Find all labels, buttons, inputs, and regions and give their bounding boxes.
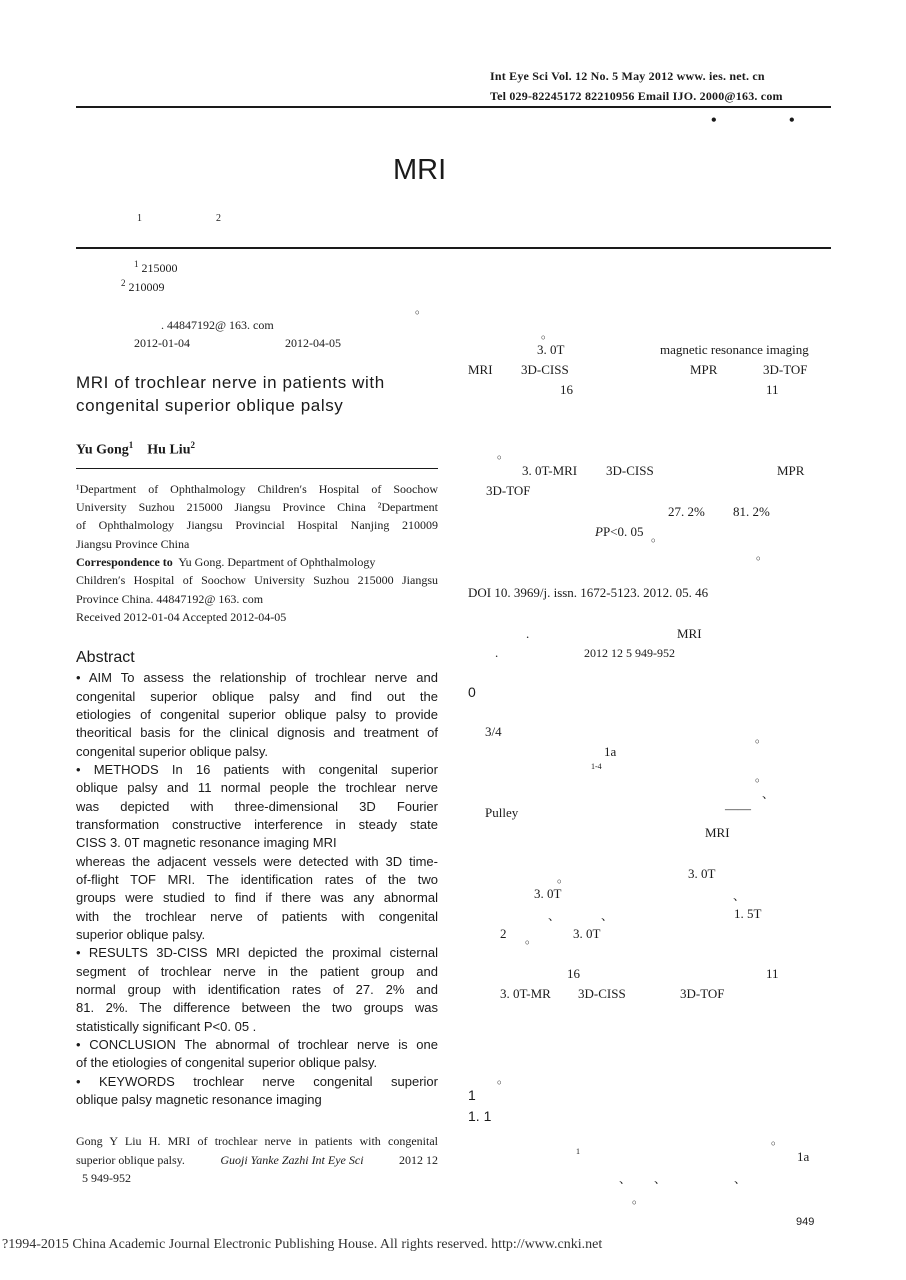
abstract-line: with the trochlear nerve of patients with congenital xyxy=(76,909,438,924)
abstract-line: segment of trochlear nerve in the patient group and xyxy=(76,964,438,979)
rc-mri-term: magnetic resonance imaging xyxy=(660,342,809,357)
en-affiliation-line: University Suzhou 215000 Jiangsu Province China ²Department xyxy=(76,500,438,514)
section-1-1-heading: 1. 1 xyxy=(468,1108,492,1124)
s0-11: 11 xyxy=(766,966,779,981)
rc-pval-rest: P<0. 05 xyxy=(602,524,644,539)
journal-header-line: Int Eye Sci Vol. 12 No. 5 May 2012 www. ies. net. cn xyxy=(490,69,765,83)
rc-circle-p: 。 xyxy=(651,530,664,544)
rcite-mri: MRI xyxy=(677,626,702,641)
rc-3dtof-2: 3D-TOF xyxy=(486,483,531,498)
abstract-line: statistically significant P<0. 05 . xyxy=(76,1019,257,1034)
en-authors xyxy=(76,440,195,459)
abstract-line: congenital superior oblique palsy and find out the xyxy=(76,689,438,704)
rc-doi: DOI 10. 3969/j. issn. 1672-5123. 2012. 05. 46 xyxy=(468,585,709,600)
en-affiliation-line: ¹Department of Ophthalmology Children′s Hospital of Soochow xyxy=(76,482,438,496)
author-1-name: Yu Gong xyxy=(76,442,129,458)
rc-circle-a: 。 xyxy=(541,327,554,341)
s1-dun-b: 、 xyxy=(654,1172,667,1186)
rc-circle-c: 。 xyxy=(756,548,769,562)
author-2-name: Hu Liu xyxy=(147,442,191,458)
correspondence-line-3: Province China. 44847192@ 163. com xyxy=(76,592,264,606)
rc-rate-1: 27. 2% xyxy=(668,504,705,519)
s0-1-5t: 1. 5T xyxy=(734,906,762,921)
s0-3dciss: 3D-CISS xyxy=(578,986,626,1001)
rc-3tmri: 3. 0T-MRI xyxy=(522,463,578,478)
abstract-line: etiologies of congenital superior oblique palsy to provide xyxy=(76,707,438,722)
section-0-heading: 0 xyxy=(468,684,476,700)
section-1-heading: 1 xyxy=(468,1087,476,1103)
authors-rule xyxy=(76,468,438,469)
abstract-heading: Abstract xyxy=(76,649,135,666)
s0-3t-a: 3. 0T xyxy=(688,866,716,881)
abstract-line: congenital superior oblique palsy. xyxy=(76,744,268,759)
rc-rate-2: 81. 2% xyxy=(733,504,770,519)
s1-circle-2: 。 xyxy=(632,1192,645,1206)
abstract-line: superior oblique palsy. xyxy=(76,927,206,942)
s0-dash: —— xyxy=(725,801,751,816)
abstract-line: of the etiologies of congenital superior oblique palsy. xyxy=(76,1055,378,1070)
s0-circle-2: 。 xyxy=(755,770,768,784)
s1-fig: 1a xyxy=(797,1149,810,1164)
s0-fraction: 3/4 xyxy=(485,724,502,739)
s0-mri: MRI xyxy=(705,825,730,840)
header-dot-1: • xyxy=(711,112,717,129)
s1-sup-1: 1 xyxy=(576,1147,580,1156)
s0-circle-3: 。 xyxy=(557,871,570,885)
rcite-dot-2: . xyxy=(495,645,499,660)
en-affiliation-line: Jiangsu Province China xyxy=(76,537,190,551)
contact-header-line: Tel 029-82245172 82210956 Email IJO. 2000@163. com xyxy=(490,89,783,103)
citation-title-end: superior oblique palsy. xyxy=(76,1153,185,1167)
en-title-line-2: congenital superior oblique palsy xyxy=(76,396,344,415)
s0-3t-mr: 3. 0T-MR xyxy=(500,986,551,1001)
rc-mpr: MPR xyxy=(690,362,718,377)
s0-16: 16 xyxy=(567,966,580,981)
cn-received-date: 2012-01-04 xyxy=(134,336,190,350)
s0-3t-b: 3. 0T xyxy=(534,886,562,901)
s0-circle-1: 。 xyxy=(755,731,768,745)
citation-line-1: Gong Y Liu H. MRI of trochlear nerve in patients with congenital xyxy=(76,1134,438,1148)
rc-circle-b: 。 xyxy=(497,447,510,461)
s1-dun-a: 、 xyxy=(619,1172,632,1186)
abstract-line: whereas the adjacent vessels were detected with 3D time- xyxy=(76,854,438,869)
s0-fig: 1a xyxy=(604,744,617,759)
title-rule xyxy=(76,247,831,249)
abstract-line: • RESULTS 3D-CISS MRI depicted the proximal cisternal xyxy=(76,945,438,960)
cn-affiliation-1 xyxy=(134,259,178,276)
abstract-line: oblique palsy magnetic resonance imaging xyxy=(76,1092,322,1107)
abstract-line: was depicted with three-dimensional 3D Fourier xyxy=(76,799,438,814)
s0-dun-2: 、 xyxy=(733,889,746,903)
cn-email: . 44847192@ 163. com xyxy=(161,318,274,332)
rcite-dot: . xyxy=(526,626,530,641)
rc-16: 16 xyxy=(560,382,573,397)
abstract-line: oblique palsy and 11 normal people the trochlear nerve xyxy=(76,780,438,795)
page-number: 949 xyxy=(796,1216,815,1228)
header-dot-2: • xyxy=(789,112,795,129)
en-dates: Received 2012-01-04 Accepted 2012-04-05 xyxy=(76,610,287,624)
s0-circle-4: 。 xyxy=(525,932,538,946)
rc-pvalue xyxy=(595,524,644,540)
abstract-line: • KEYWORDS trochlear nerve congenital superior xyxy=(76,1074,438,1089)
rc-3t: 3. 0T xyxy=(537,342,565,357)
abstract-line: • METHODS In 16 patients with congenital superior xyxy=(76,762,438,777)
abstract-line: • CONCLUSION The abnormal of trochlear nerve is one xyxy=(76,1037,438,1052)
abstract-line: • AIM To assess the relationship of trochlear nerve and xyxy=(76,670,438,685)
author-sup-2: 2 xyxy=(216,213,221,224)
correspondence-text-1: Yu Gong. Department of Ophthalmology xyxy=(178,555,376,569)
s0-3dtof: 3D-TOF xyxy=(680,986,725,1001)
rc-11: 11 xyxy=(766,382,779,397)
correspondence-label: Correspondence to xyxy=(76,555,173,569)
rcite-ref: 2012 12 5 949-952 xyxy=(584,646,675,660)
s0-dun-4: 、 xyxy=(601,909,614,923)
s0-circle-5: 。 xyxy=(497,1072,510,1086)
s0-dun-1: 、 xyxy=(762,787,775,801)
s0-refsup: 1-4 xyxy=(591,762,602,771)
rc-mpr-2: MPR xyxy=(777,463,805,478)
s0-3t-c: 3. 0T xyxy=(573,926,601,941)
cn-accepted-date: 2012-04-05 xyxy=(285,336,341,350)
correspondence-line-1 xyxy=(76,555,375,570)
s1-circle-1: 。 xyxy=(771,1133,784,1147)
abstract-line: CISS 3. 0T magnetic resonance imaging MRI xyxy=(76,835,337,850)
s1-dun-c: 、 xyxy=(734,1172,747,1186)
cn-aff-sup-2: 2 xyxy=(121,278,126,288)
cn-aff-postcode-1: 215000 xyxy=(141,261,178,275)
cnki-footer: ?1994-2015 China Academic Journal Electronic Publishing House. All rights reserved. http://www.cnki.net xyxy=(2,1237,603,1252)
s0-dun-3: 、 xyxy=(548,909,561,923)
rc-3dciss: 3D-CISS xyxy=(521,362,569,377)
author-2-sup: 2 xyxy=(190,440,195,450)
author-1-sup: 1 xyxy=(128,440,134,450)
abstract-line: groups were studied to find if there was any abnormal xyxy=(76,890,438,905)
en-affiliation-line: of Ophthalmology Jiangsu Provincial Hospital Nanjing 210009 xyxy=(76,518,438,532)
abstract-line: transformation constructive interference in steady state xyxy=(76,817,438,832)
s0-pulley: Pulley xyxy=(485,805,519,820)
abstract-line: theoritical basis for the clinical dignosis and treatment of xyxy=(76,725,438,740)
article-title-cn: MRI xyxy=(393,154,447,186)
citation-line-3: 5 949-952 xyxy=(82,1171,131,1185)
correspondence-line-2: Children′s Hospital of Soochow University Suzhou 215000 Jiangsu xyxy=(76,573,438,587)
rc-p: P xyxy=(595,524,603,539)
cn-affiliation-2 xyxy=(121,278,165,295)
header-rule xyxy=(76,106,831,108)
cn-aff-postcode-2: 210009 xyxy=(128,280,165,294)
abstract-line: of-flight TOF MRI. The identification rates of the two xyxy=(76,872,438,887)
cn-meta-circle: 。 xyxy=(415,302,428,316)
cn-aff-sup-1: 1 xyxy=(134,259,139,269)
citation-line-2 xyxy=(76,1153,438,1168)
rc-3dtof: 3D-TOF xyxy=(763,362,808,377)
citation-journal: Guoji Yanke Zazhi Int Eye Sci xyxy=(220,1153,364,1167)
citation-year: 2012 12 xyxy=(399,1153,438,1167)
rc-3dciss-2: 3D-CISS xyxy=(606,463,654,478)
abstract-line: normal group with identification rates of 27. 2% and xyxy=(76,982,438,997)
s0-two: 2 xyxy=(500,926,507,941)
en-title-line-1: MRI of trochlear nerve in patients with xyxy=(76,373,385,392)
rc-mri: MRI xyxy=(468,362,493,377)
abstract-line: 81. 2%. The difference between the two groups was xyxy=(76,1000,438,1015)
author-sup-1: 1 xyxy=(137,213,142,224)
